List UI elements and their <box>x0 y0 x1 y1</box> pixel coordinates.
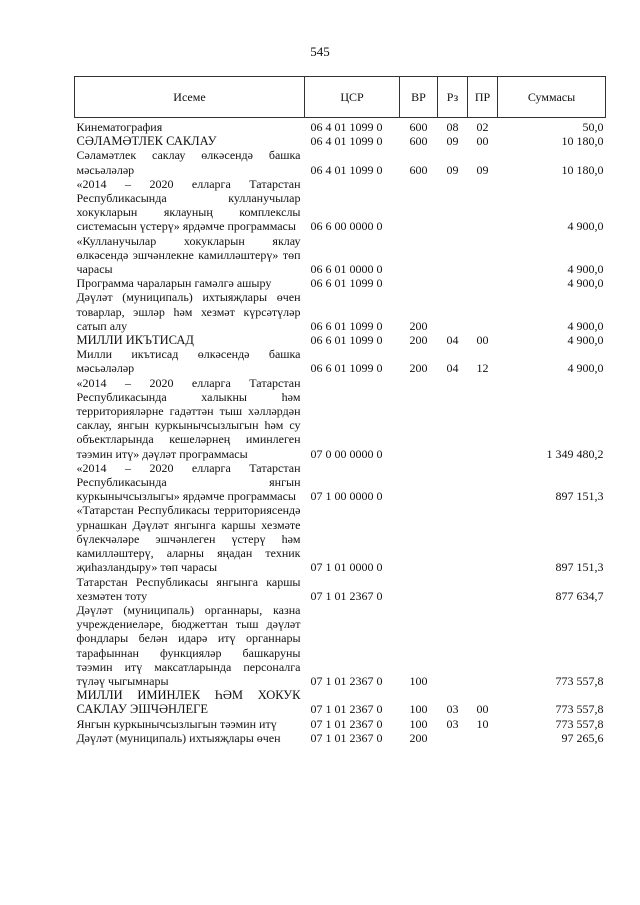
row-name-cell: Янгын куркынычсызлыгын тәэмин итү <box>76 716 277 731</box>
row-vr-cell: 600 <box>409 134 428 149</box>
row-rz-cell <box>438 290 468 333</box>
row-rz-cell <box>438 461 468 504</box>
row-rz-cell <box>438 731 468 745</box>
row-vr-cell <box>400 177 438 234</box>
table-row <box>75 376 606 461</box>
row-pr-cell <box>468 177 498 234</box>
row-sum-cell: 773 557,8 <box>555 716 604 731</box>
row-csr-cell: 06 4 01 1099 0 <box>310 120 383 134</box>
row-sum-cell: 4 900,0 <box>567 318 604 333</box>
row-pr-cell: 00 <box>476 134 489 149</box>
header-vr: ВР <box>400 77 438 118</box>
table-row <box>75 603 606 688</box>
table-row <box>75 290 606 333</box>
header-sum: Суммасы <box>498 77 606 118</box>
row-csr-cell: 07 1 01 2367 0 <box>310 702 383 717</box>
row-csr-cell: 07 1 01 2367 0 <box>310 588 383 603</box>
row-pr-cell <box>468 603 498 688</box>
row-csr-cell: 06 4 01 1099 0 <box>310 134 383 149</box>
row-pr-cell <box>468 234 498 277</box>
row-name-cell: СӘЛАМӘТЛЕК САКЛАУ <box>76 134 217 149</box>
row-rz-cell: 03 <box>446 716 459 731</box>
row-name-cell: «Татарстан Республикасы территориясендә урнашкан Дәүләт янгынга каршы хезмәте бүлекчәләре эшчәнлеген үстерү һәм камилләштерү, аларны яңадан техник җиһазландыру» төп чарасы <box>76 503 301 575</box>
row-pr-cell <box>468 290 498 333</box>
row-sum-cell: 50,0 <box>582 120 604 134</box>
row-csr-cell: 06 4 01 1099 0 <box>310 162 383 177</box>
row-name-cell: МИЛЛИ ИКЪТИСАД <box>76 333 194 348</box>
row-csr-cell: 06 6 01 1099 0 <box>310 333 383 348</box>
row-name-cell: «2014 – 2020 елларга Татарстан Республикасында кулланучылар хокукларын яклауның комплекслы системасын үстерү» ярдәмче программасы <box>76 176 301 234</box>
row-rz-cell <box>438 276 468 290</box>
table-row <box>75 731 606 745</box>
row-csr-cell: 07 1 01 2367 0 <box>310 716 383 731</box>
row-csr-cell: 06 6 01 1099 0 <box>310 276 383 291</box>
row-csr-cell: 07 1 01 2367 0 <box>310 673 383 688</box>
row-name-cell: «Кулланучылар хокукларын яклау өлкәсендә эшчәнлекне камилләштерү» төп чарасы <box>76 233 301 277</box>
table-row <box>75 148 606 176</box>
row-sum-cell: 1 349 480,2 <box>546 446 604 461</box>
row-csr-cell: 06 6 01 0000 0 <box>310 262 383 277</box>
row-pr-cell: 10 <box>476 716 489 731</box>
row-vr-cell <box>400 503 438 574</box>
row-name-cell: Дәүләт (муниципаль) ихтыяҗлары өчен товарлар, эшләр һәм хезмәт күрсәтүләр сатып алу <box>76 290 301 333</box>
row-name-cell: Сәламәтлек саклау өлкәсендә башка мәсьәләләр <box>76 148 301 177</box>
row-sum-cell: 773 557,8 <box>555 673 604 688</box>
row-pr-cell: 09 <box>476 162 489 177</box>
row-rz-cell <box>438 603 468 688</box>
row-pr-cell: 02 <box>476 120 489 134</box>
row-sum-cell: 877 634,7 <box>555 588 604 603</box>
row-sum-cell: 4 900,0 <box>567 219 604 234</box>
table-row <box>75 276 606 290</box>
row-vr-cell: 600 <box>409 120 428 134</box>
row-pr-cell <box>468 731 498 745</box>
table-header <box>75 77 606 118</box>
row-vr-cell <box>400 575 438 603</box>
header-name: Исеме <box>75 77 305 118</box>
row-rz-cell: 04 <box>446 361 459 376</box>
row-sum-cell: 897 151,3 <box>555 560 604 575</box>
table-row <box>75 503 606 574</box>
row-rz-cell <box>438 503 468 574</box>
row-vr-cell <box>400 276 438 290</box>
row-name-cell: Милли икътисад өлкәсендә башка мәсьәләләр <box>76 347 301 376</box>
row-rz-cell: 09 <box>446 162 459 177</box>
row-csr-cell: 07 1 00 0000 0 <box>310 489 383 504</box>
row-sum-cell: 773 557,8 <box>555 702 604 717</box>
row-name-cell: «2014 – 2020 елларга Татарстан Республикасында янгын куркынычсызлыгы» ярдәмче программасы <box>76 460 301 504</box>
row-sum-cell: 897 151,3 <box>555 489 604 504</box>
table-row <box>75 461 606 504</box>
budget-table <box>74 76 606 745</box>
table-row <box>75 347 606 375</box>
row-vr-cell: 200 <box>409 318 428 333</box>
row-name-cell: «2014 – 2020 елларга Татарстан Республикасында халыкны һәм территорияләрне гадәттән тыш хәлләрдән саклау, янгын куркынычсызлыгын һәм су объектларында кешеләрнең иминлеген тәэмин итү» дәүләт программасы <box>76 375 301 461</box>
row-pr-cell <box>468 461 498 504</box>
row-sum-cell: 4 900,0 <box>567 333 604 348</box>
row-vr-cell: 200 <box>409 730 428 745</box>
row-pr-cell <box>468 276 498 290</box>
table-row <box>75 118 606 135</box>
row-sum-cell: 4 900,0 <box>567 361 604 376</box>
row-rz-cell: 09 <box>446 134 459 149</box>
row-rz-cell <box>438 177 468 234</box>
row-vr-cell: 200 <box>409 361 428 376</box>
row-name-cell: Дәүләт (муниципаль) ихтыяҗлары өчен <box>76 730 281 745</box>
row-sum-cell: 4 900,0 <box>567 262 604 277</box>
row-rz-cell: 03 <box>446 702 459 717</box>
row-vr-cell: 100 <box>409 673 428 688</box>
row-vr-cell <box>400 376 438 461</box>
page-number: 545 <box>310 44 330 59</box>
row-rz-cell: 08 <box>446 120 459 134</box>
header-csr: ЦСР <box>305 77 400 118</box>
row-vr-cell: 200 <box>409 333 428 348</box>
row-rz-cell <box>438 575 468 603</box>
row-vr-cell <box>400 461 438 504</box>
table-row <box>75 177 606 234</box>
row-name-cell: МИЛЛИ ИМИНЛЕК ҺӘМ ХОКУК САКЛАУ ЭШЧӘНЛЕГЕ <box>76 688 301 717</box>
row-csr-cell: 07 1 01 2367 0 <box>310 730 383 745</box>
table-body <box>75 118 606 745</box>
table-row <box>75 234 606 277</box>
row-csr-cell: 06 6 01 1099 0 <box>310 318 383 333</box>
row-name-cell: Татарстан Республикасы янгынга каршы хезмәтен тоту <box>76 574 301 603</box>
row-vr-cell <box>400 234 438 277</box>
table-row <box>75 575 606 603</box>
row-csr-cell: 06 6 00 0000 0 <box>310 219 383 234</box>
row-csr-cell: 07 1 01 0000 0 <box>310 560 383 575</box>
header-rz: Рз <box>438 77 468 118</box>
row-name-cell: Дәүләт (муниципаль) органнары, казна учреждениеләре, бюджеттан тыш дәүләт фондлары белән идарә итү органнары тарафыннан функцияләр башкаруны тәэмин итү максатларында персоналга түләү чыгымнары <box>76 602 301 688</box>
table-row <box>75 717 606 731</box>
row-vr-cell: 100 <box>409 716 428 731</box>
row-sum-cell: 4 900,0 <box>567 276 604 291</box>
row-sum-cell: 10 180,0 <box>561 134 604 149</box>
row-csr-cell: 07 0 00 0000 0 <box>310 446 383 461</box>
row-sum-cell: 10 180,0 <box>561 162 604 177</box>
row-name-cell: Кинематография <box>76 120 163 134</box>
table-row <box>75 134 606 148</box>
row-pr-cell <box>468 376 498 461</box>
row-vr-cell: 600 <box>409 162 428 177</box>
table-row <box>75 688 606 716</box>
row-csr-cell: 06 6 01 1099 0 <box>310 361 383 376</box>
row-rz-cell <box>438 376 468 461</box>
row-name-cell: Программа чараларын гамәлгә ашыру <box>76 276 272 291</box>
row-pr-cell <box>468 575 498 603</box>
row-vr-cell: 100 <box>409 702 428 717</box>
row-pr-cell: 12 <box>476 361 489 376</box>
row-pr-cell: 00 <box>476 333 489 348</box>
row-pr-cell <box>468 503 498 574</box>
row-pr-cell: 00 <box>476 702 489 717</box>
row-rz-cell <box>438 234 468 277</box>
row-rz-cell: 04 <box>446 333 459 348</box>
header-pr: ПР <box>468 77 498 118</box>
table-row <box>75 333 606 347</box>
row-sum-cell: 97 265,6 <box>561 730 604 745</box>
